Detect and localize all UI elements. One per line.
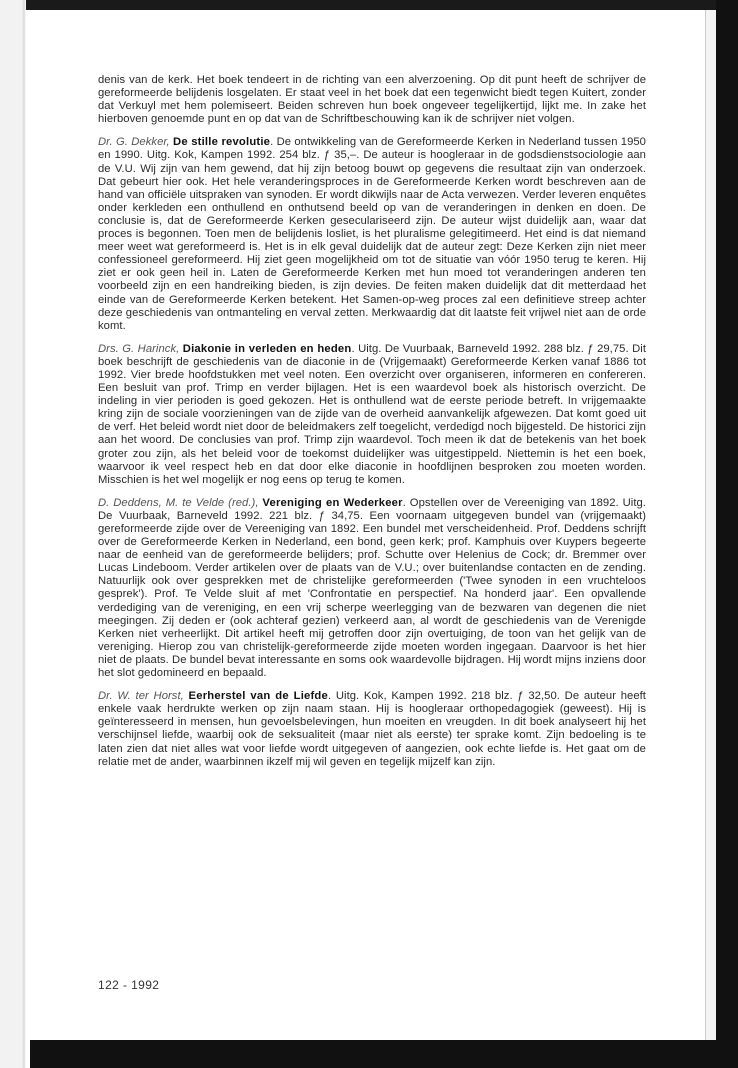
review-title: De stille revolutie <box>173 136 271 149</box>
review-body: Een voornaam uitgegeven bundel van (vrijgemaakt) gereformeerde zijde over de Vereeniging van 1892. Een bundel met verscheidenheid. Prof. Deddens schrijft over de Gereformeerde Kerken in Nederland, een bond, geen kerk; prof. Kamphuis over Kuypers begeerte naar de eenheid van de gereformeerde belijders; prof. Schutte over Helenius de Cock; dr. Bremmer over Lucas Lindeboom. Verder artikelen over de plaats van de V.U.; over buitenlandse contacten en de zending. Natuurlijk ook over gesprekken met de christelijke gereformeerden ('Twee synoden in een vruchteloos gesprek'). Prof. Te Velde sluit af met 'Confrontatie en perspectief. Na honderd jaar'. Een opvallende verdediging van de vereniging, en een vrij scherpe weerlegging van de bezwaren van degenen die niet meegingen. Zij deden er (ook achteraf gezien) verkeerd aan, al wordt de geschiedenis van de Verenigde Kerken niet verheerlijkt. Dit artikel heeft mij getroffen door zijn overtuiging, de toon van het gelijk van de vereniging. Hierop zou van christelijk-gereformeerde zijde moeten worden ingegaan. Daarvoor is het hier niet de plaats. De bundel bevat interessante en soms ook waardevolle bijdragen. Hij wordt mijns inziens door het slot gedomineerd en bepaald. <box>98 509 646 680</box>
review-author: Dr. W. ter Horst, <box>98 690 184 703</box>
review-deddens <box>98 497 646 680</box>
review-details: . Uitg. Kok, Kampen 1992. 218 blz. ƒ 32,50. <box>327 690 560 703</box>
review-body: De auteur is hoogleraar in de godsdienstsociologie aan de V.U. Wij zijn van hem gewend, dat hij zijn betoog bouwt op gegevens die resultaat zijn van onderzoek. Dat gebeurt hier ook. Het hele veranderingsproces in de Gereformeerde Kerken wordt beschreven aan de hand van officiële uitspraken van synoden. Er wordt dikwijls naar de Acta verwezen. Verder leveren enquêtes onder kerkleden een onthullend en onthutsend beeld op van de veranderingen in denken en doen. De conclusie is, dat de Gereformeerde Kerken geseculariseerd zijn. De auteur wijst duidelijk aan, waar dat proces is begonnen. Toen men de belijdenis losliet, is het pluralisme gelegitimeerd. Het eind is dat niemand meer weet wat gereformeerd is. Het is in elk geval duidelijk dat de auteur zegt: Deze Kerken zijn niet meer confessioneel gereformeerd. Hij ziet geen mogelijkheid om tot de situatie van vóór 1950 terug te keren. Hij ziet er ook geen heil in. Laten de Gereformeerde Kerken met hun moed tot veranderingen anderen ten voorbeeld zijn en een handreiking bieden, is zijn devies. De feiten maken duidelijk dat dit metterdaad het einde van de Gereformeerde Kerken betekent. Het Samen-op-weg proces zal een definitieve streep achter deze geschiedenis van ontmanteling en verval zetten. Merkwaardig dat dit laatste feit vrijwel niet aan de orde komt. <box>98 149 646 332</box>
page-number: 122 - 1992 <box>98 978 160 992</box>
review-harinck <box>98 343 646 487</box>
scan-border-top <box>0 0 738 10</box>
page-body <box>98 74 646 779</box>
review-author: Drs. G. Harinck, <box>98 342 180 355</box>
review-author: D. Deddens, M. te Velde (red.), <box>98 496 259 509</box>
review-details: . Opstellen over de Vereeniging van 1892. Uitg. De Vuurbaak, Barneveld 1992. 221 blz. ƒ 34,75. <box>98 496 646 522</box>
scan-border-bottom <box>30 1040 738 1068</box>
intro-paragraph: denis van de kerk. Het boek tendeert in de richting van een alverzoening. Op dit punt heeft de schrijver de gereformeerde belijdenis losgelaten. Er staat veel in het boek dat een tegenwicht biedt tegen Kuitert, zonder dat Verkuyl met hem polemiseert. Beiden schreven hun boek ongeveer tegelijkertijd, lijkt me. In zake het hierboven genoemde punt en op dat van de Schriftbeschouwing kan ik de schrijver niet volgen. <box>98 74 646 126</box>
review-title: Vereniging en Wederkeer <box>262 496 403 509</box>
review-dekker <box>98 136 646 332</box>
scan-border-right <box>716 0 738 1040</box>
review-body: Dit boek beschrijft de geschiedenis van de diaconie in de (Vrijgemaakt) Gereformeerde Kerken vanaf 1886 tot 1992. Vier brede hoofdstukken met veel noten. Een overzicht over organiseren, informeren en confereren. Een besluit van prof. Trimp en verder bijlagen. Het is een waardevol boek als historisch overzicht. De indeling in vier perioden is goed gekozen. Het is onthullend wat de eerste periode betreft. In vrijgemaakte kring zijn de sociale voorzieningen van de zijde van de overheid aanvankelijk afgewezen. Dat komt goed uit de verf. Het beleid wordt niet door de beleidmakers zelf toegelicht, verdedigd noch bijgesteld. De historici zijn aan het woord. De conclusies van prof. Trimp zijn waardevol. Toch meen ik dat de betekenis van het boek groter zou zijn, als het beleid voor de toekomst duidelijker was uitgestippeld. Niettemin is het een boek, waarvoor ik veel respect heb en dat door elke diaconie in hoofdlijnen besproken zou moeten worden. Misschien is het wel mogelijk er nog eens op terug te komen. <box>98 342 646 486</box>
review-body: De auteur heeft enkele vaak herdrukte werken op zijn naam staan. Hij is hoogleraar orthopedagogiek (geweest). Hij is geïnteresseerd in mensen, hun gevoelsbelevingen, hun moeiten en vreugden. In dit boek analyseert hij het verschijnsel liefde, waarbij ook de seksualiteit (maar niet als eerste) ter sprake komt. Zijn bedoeling is te laten zien dat niet alles wat voor liefde wordt uitgegeven of aangezien, ook echte liefde is. Het gaat om de relatie met de ander, waarbinnen ikzelf mij wil geven en tegelijk mijzelf kan zijn. <box>98 690 646 768</box>
review-author: Dr. G. Dekker, <box>98 136 170 149</box>
review-ter-horst <box>98 690 646 769</box>
review-details: . De ontwikkeling van de Gereformeerde Kerken in Nederland tussen 1950 en 1990. Uitg. Kok, Kampen 1992. 254 blz. ƒ 35,–. <box>98 136 646 162</box>
page-edge-right <box>705 10 716 1040</box>
review-details: . Uitg. De Vuurbaak, Barneveld 1992. 288 blz. ƒ 29,75. <box>351 342 629 355</box>
scan-border-left <box>0 0 26 1068</box>
review-title: Diakonie in verleden en heden <box>182 342 352 355</box>
review-title: Eerherstel van de Liefde <box>188 690 328 703</box>
